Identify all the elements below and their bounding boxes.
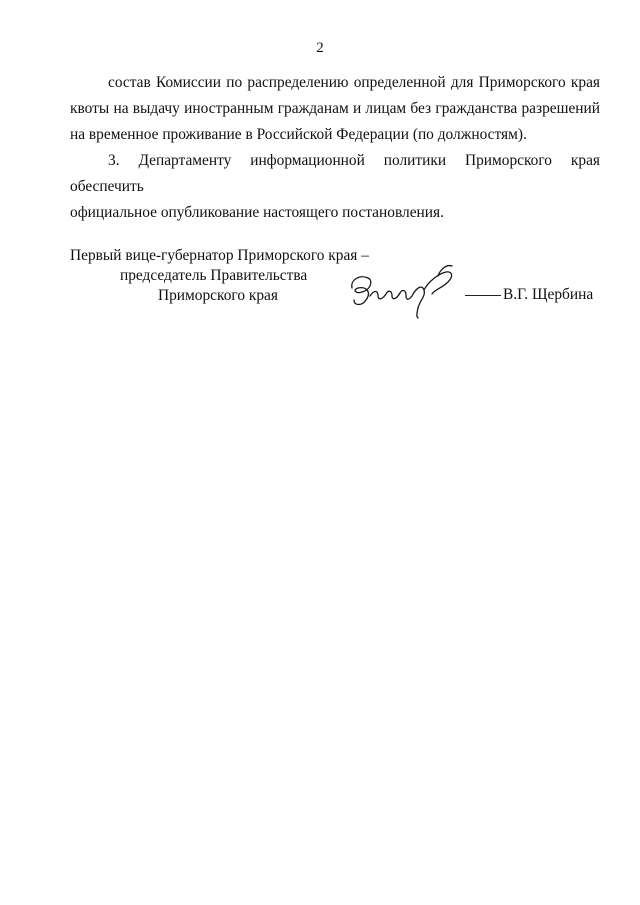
document-body [70, 70, 600, 226]
paragraph-commission [70, 70, 600, 148]
signatory-name: В.Г. Щербина [503, 286, 594, 303]
text-line: 3. Департаменту информационной политики Приморского края обеспечить [70, 152, 600, 195]
signatory-position-line-1: Первый вице-губернатор Приморского края – [70, 247, 369, 264]
signature-block [70, 246, 600, 316]
signatory-position-line-3: Приморского края [158, 287, 278, 304]
text-line: состав Комиссии по распределению определенной для Приморского края [108, 74, 600, 91]
signatory-position-line-2: председатель Правительства [120, 267, 308, 284]
signature-dash [465, 295, 501, 296]
paragraph-item-3 [70, 148, 600, 226]
page-number: 2 [316, 40, 324, 56]
text-line: квоты на выдачу иностранным гражданам и лицам без гражданства разрешений [70, 100, 600, 117]
text-line: официальное опубликование настоящего постановления. [70, 204, 444, 221]
text-line: на временное проживание в Российской Федерации (по должностям). [70, 126, 527, 143]
handwritten-signature [342, 260, 462, 320]
